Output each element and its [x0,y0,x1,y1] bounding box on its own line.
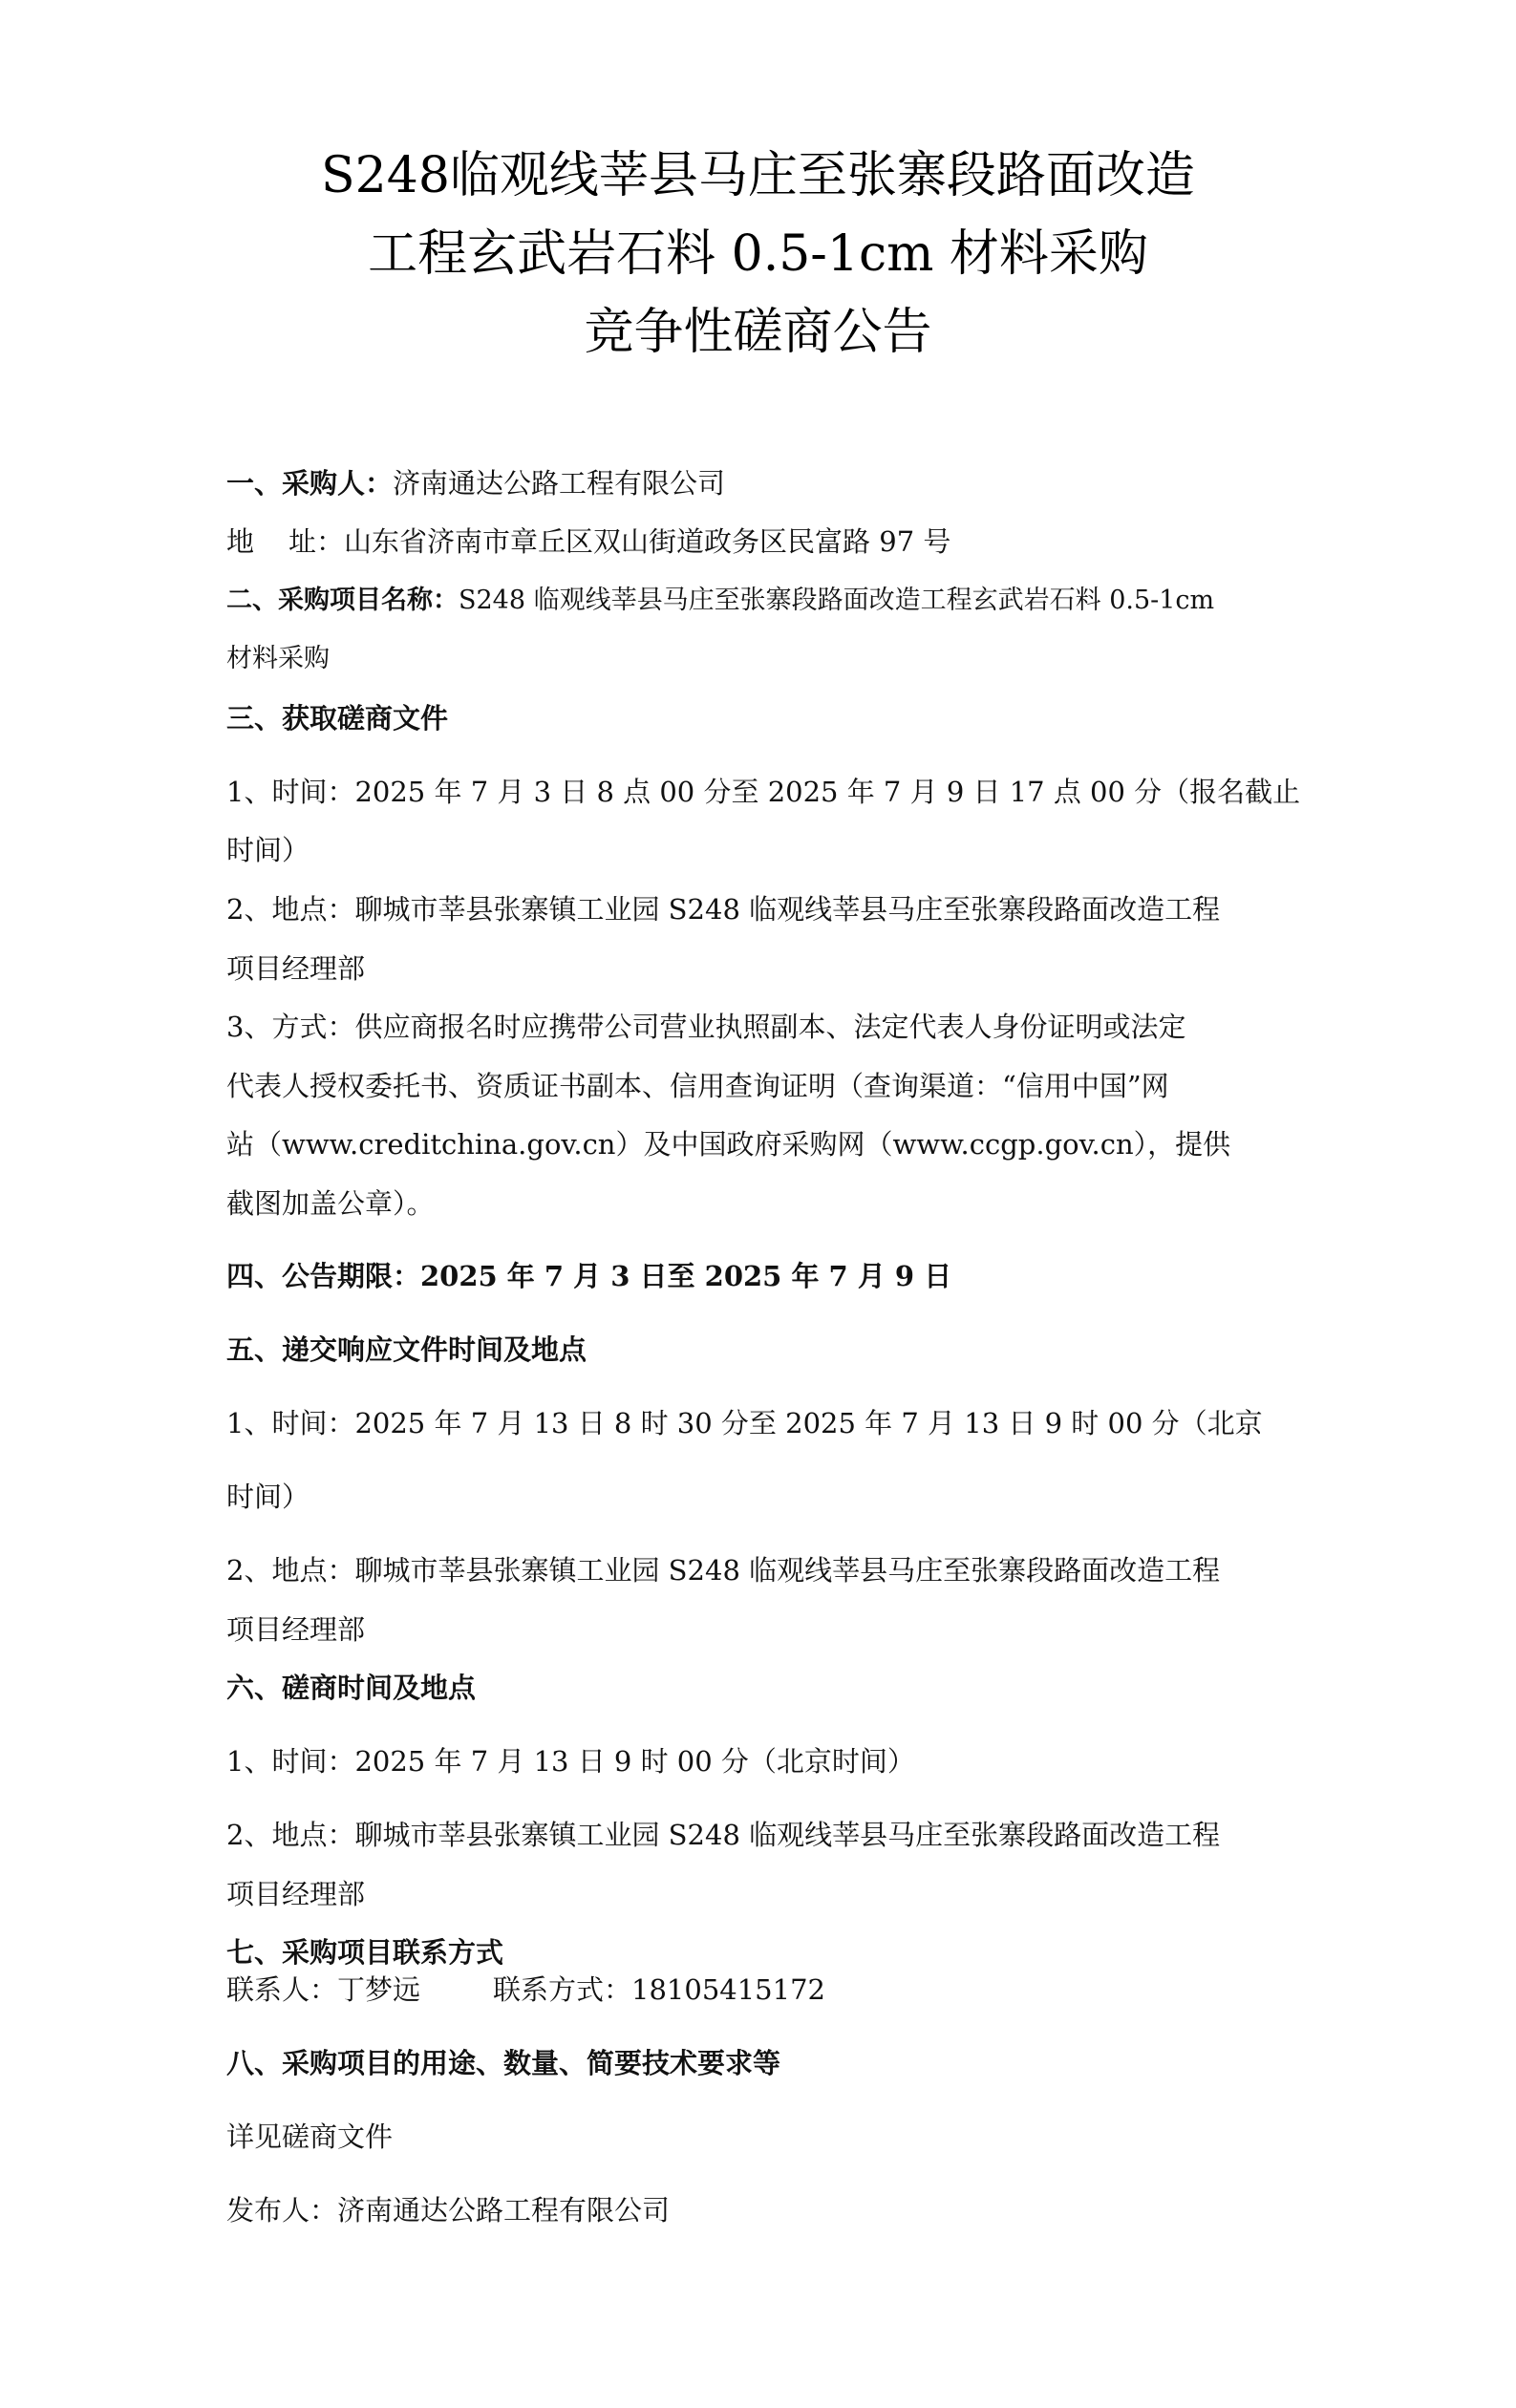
submit-time-line-1: 1、时间：2025 年 7 月 13 日 8 时 30 分至 2025 年 7 月 13 日 9 时 00 分（北京 [226,1407,1263,1439]
section-2-heading: 二、采购项目名称： [226,586,459,615]
title-line-3: 竞争性磋商公告 [584,304,932,361]
obtain-place-line-1: 2、地点：聊城市莘县张寨镇工业园 S248 临观线莘县马庄至张寨段路面改造工程 [226,893,1221,926]
purchaser-name: 济南通达公路工程有限公司 [393,467,726,500]
address-label-b: 址： [288,525,345,558]
section-1-heading: 一、采购人： [226,467,394,500]
obtain-place-line-2: 项目经理部 [226,952,366,985]
title-line-2: 工程玄武岩石料 0.5-1cm 材料采购 [368,225,1148,283]
title-line-1: S248临观线莘县马庄至张寨段路面改造 [321,147,1195,204]
submit-time-line-2: 时间） [226,1481,310,1513]
purchaser-line [226,467,726,500]
section-6-heading: 六、磋商时间及地点 [226,1672,477,1704]
obtain-time-line-2: 时间） [226,834,310,866]
obtain-time-line-1: 1、时间：2025 年 7 月 3 日 8 点 00 分至 2025 年 7 月 9 日 17 点 00 分（报名截止 [226,776,1301,808]
section-7-heading: 七、采购项目联系方式 [226,1936,504,1969]
submit-place-line-1: 2、地点：聊城市莘县张寨镇工业园 S248 临观线莘县马庄至张寨段路面改造工程 [226,1554,1221,1587]
obtain-method-line-2: 代表人授权委托书、资质证书副本、信用查询证明（查询渠道：“信用中国”网 [226,1070,1169,1102]
section-5-heading: 五、递交响应文件时间及地点 [226,1333,587,1366]
negotiation-place-line-1: 2、地点：聊城市莘县张寨镇工业园 S248 临观线莘县马庄至张寨段路面改造工程 [226,1819,1221,1851]
contact-line [226,1973,825,2006]
obtain-method-line-3: 站（www.creditchina.gov.cn）及中国政府采购网（www.ccgp.gov.cn），提供 [226,1128,1231,1161]
project-name-line [226,587,1214,613]
address-line [226,525,951,558]
section-3-heading: 三、获取磋商文件 [226,702,449,735]
obtain-method-line-4: 截图加盖公章）。 [226,1187,435,1220]
contact-person: 联系人：丁梦远 [226,1973,421,2006]
submit-place-line-2: 项目经理部 [226,1613,366,1646]
section-4-heading: 四、公告期限：2025 年 7 月 3 日至 2025 年 7 月 9 日 [226,1260,952,1292]
contact-phone: 联系方式：18105415172 [493,1973,825,2006]
address-label-a: 地 [226,525,255,558]
address-value: 山东省济南市章丘区双山街道政务区民富路 97 号 [344,525,951,558]
section-8-heading: 八、采购项目的用途、数量、简要技术要求等 [226,2047,781,2079]
project-name-cont: 材料采购 [226,644,330,673]
negotiation-place-line-2: 项目经理部 [226,1878,366,1910]
publisher-line: 发布人：济南通达公路工程有限公司 [226,2194,671,2227]
obtain-method-line-1: 3、方式：供应商报名时应携带公司营业执照副本、法定代表人身份证明或法定 [226,1011,1186,1043]
project-name: S248 临观线莘县马庄至张寨段路面改造工程玄武岩石料 0.5-1cm [459,586,1215,615]
section-8-value: 详见磋商文件 [226,2120,394,2153]
negotiation-time-line: 1、时间：2025 年 7 月 13 日 9 时 00 分（北京时间） [226,1745,915,1778]
